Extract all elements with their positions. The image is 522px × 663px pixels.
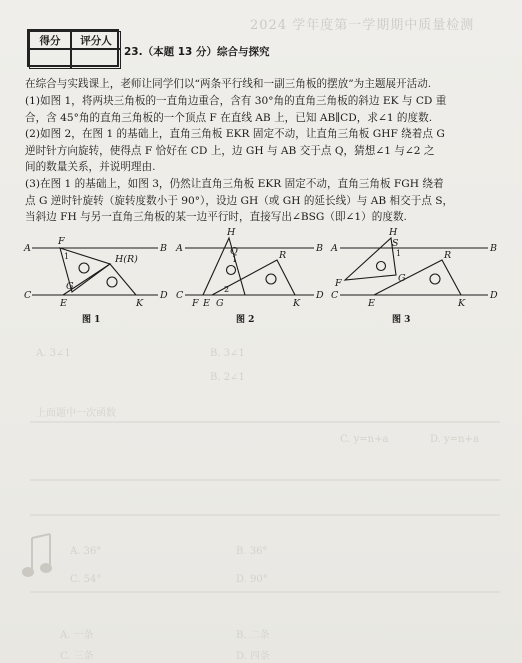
fig2-label: B	[316, 243, 323, 254]
bleed-through-text: A. 3∠1	[36, 348, 71, 359]
question-part-3	[25, 176, 515, 226]
fig1-label: A	[24, 243, 31, 254]
bleed-through-text: B. 二条	[236, 630, 270, 641]
fig1-label: F	[58, 236, 65, 247]
question-part-2	[25, 126, 515, 176]
music-note-icon	[20, 532, 56, 582]
fig3-label: R	[444, 250, 452, 261]
grader-label: 评分人	[71, 31, 121, 49]
fig3-label: A	[331, 243, 338, 254]
fig2-label: Q	[230, 246, 238, 257]
score-box	[27, 29, 119, 67]
fig1-label: C	[24, 290, 32, 301]
fig2-label: C	[176, 290, 184, 301]
part3-line: 当斜边 FH 与另一直角三角板的某一边平行时，直接写出∠BSG（即∠1）的度数.	[25, 211, 407, 224]
fig3-label: H	[389, 227, 398, 238]
figures-row	[0, 222, 522, 332]
bleed-through-text: B. 36°	[236, 546, 268, 557]
part2-line: 逆时针方向旋转，使得点 F 恰好在 CD 上，边 GH 与 AB 交于点 Q，猜想∠1 与∠2 之	[25, 144, 435, 157]
figure-1	[32, 248, 158, 295]
fig1-circle	[107, 277, 117, 287]
fig2-label: E	[203, 298, 210, 309]
part3-line: (3)在图 1 的基础上，如图 3，仍然让直角三角板 EKR 固定不动，直角三角板 FGH 绕着	[25, 178, 444, 190]
fig3-label: F	[335, 278, 342, 289]
bleed-through-text: A. 一条	[60, 630, 94, 641]
bleed-through-text: D. 90°	[236, 574, 268, 585]
question-title: 23.（本题 13 分）综合与探究	[124, 46, 270, 58]
fig3-angle-label: 1	[396, 249, 402, 258]
fig1-label: D	[160, 290, 168, 301]
fig3-triangle-30	[374, 260, 461, 295]
fig2-label: G	[216, 298, 224, 309]
part2-line: 间的数量关系，并说明理由.	[25, 161, 156, 174]
fig3-label: G	[398, 273, 406, 284]
part2-line: (2)如图 2，在图 1 的基础上，直角三角板 EKR 固定不动，让直角三角板 GHF 绕着点 G	[25, 128, 445, 140]
bleed-through-text: 上面题中一次函数	[36, 408, 116, 419]
fig3-triangle-45	[345, 238, 396, 280]
fig3-label: C	[331, 290, 339, 301]
score-label: 得分	[29, 31, 71, 49]
fig3-label: S	[392, 238, 399, 249]
fig3-circle	[377, 262, 386, 271]
fig2-label: K	[293, 298, 301, 309]
figure-2	[185, 238, 314, 295]
intro-line: 在综合与实践课上，老师让同学们以“两条平行线和一副三角板的摆放”为主题展开活动.	[25, 78, 432, 90]
fig1-label: H(R)	[115, 254, 138, 265]
fig3-label: D	[490, 290, 498, 301]
fig2-angle-label: 1	[232, 255, 238, 264]
fig1-label: K	[136, 298, 144, 309]
fig3-label: K	[458, 298, 466, 309]
fig2-label: H	[227, 227, 236, 238]
grader-cell-blank	[71, 49, 121, 69]
bleed-through-text: C. 54°	[70, 574, 102, 585]
question-part-1	[25, 93, 515, 126]
bleed-through-text: D. y=n+a	[430, 434, 479, 445]
fig3-circle	[430, 274, 440, 284]
fig1-label: B	[160, 243, 167, 254]
bleed-through-header: 2024 学年度第一学期期中质量检测	[250, 18, 475, 33]
fig2-label: D	[316, 290, 324, 301]
bleed-through-text: D. 四条	[236, 651, 271, 662]
fig1-label: G	[66, 281, 74, 292]
bleed-through-text: C. 三条	[60, 651, 94, 662]
fig2-label: R	[279, 250, 287, 261]
fig3-caption: 图 3	[392, 315, 411, 325]
bleed-through-text: B. 2∠1	[210, 372, 245, 383]
fig2-label: A	[176, 243, 183, 254]
fig3-label: B	[490, 243, 497, 254]
bleed-through-lines	[0, 330, 522, 660]
fig2-circle	[266, 274, 276, 284]
fig2-caption: 图 2	[236, 315, 255, 325]
fig3-label: E	[368, 298, 375, 309]
bleed-through-text: C. y=n+a	[340, 434, 389, 445]
fig2-label: F	[192, 298, 199, 309]
part1-line: 合，含 45°角的直角三角板的一个顶点 F 在直线 AB 上，已知 AB∥CD，求∠1 的度数.	[25, 111, 433, 124]
part1-line: (1)如图 1，将两块三角板的一直角边重合，含有 30°角的直角三角板的斜边 EK 与 CD 重	[25, 95, 447, 107]
fig1-angle-label: 1	[64, 252, 70, 261]
part3-line: 点 G 逆时针旋转（旋转度数小于 90°），设边 GH（或 GH 的延长线）与 AB 相交于点 S，	[25, 194, 454, 207]
fig2-angle-label: 2	[224, 285, 230, 294]
bleed-through-text: A. 36°	[70, 546, 102, 557]
bleed-through-text: B. 3∠1	[210, 348, 245, 359]
fig1-circle	[79, 263, 89, 273]
fig2-circle	[227, 266, 236, 275]
score-cell-blank	[29, 49, 71, 69]
question-intro	[25, 76, 515, 93]
fig1-caption: 图 1	[82, 315, 101, 325]
fig1-label: E	[60, 298, 67, 309]
figure-3	[340, 238, 488, 295]
